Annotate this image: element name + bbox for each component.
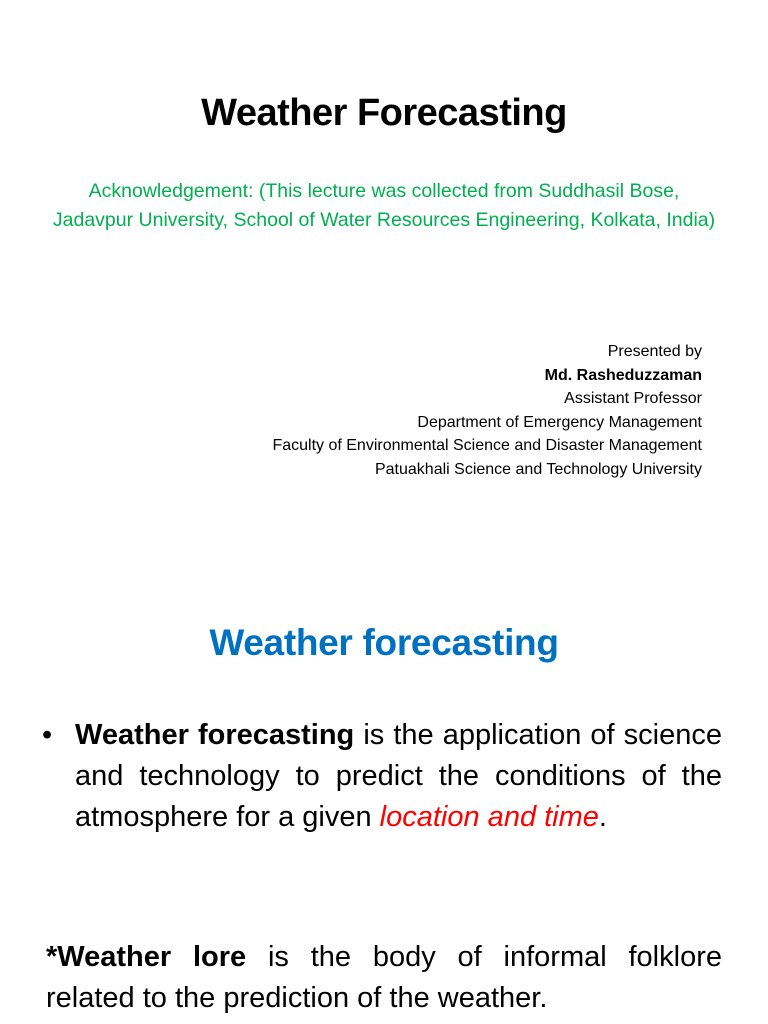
presenter-university: Patuakhali Science and Technology University — [374, 460, 702, 478]
acknowledgement — [0, 177, 768, 235]
bullet-paragraph — [75, 715, 722, 838]
presenter-label: Presented by — [607, 343, 702, 360]
lore-term: *Weather lore — [46, 941, 247, 973]
presenter-faculty: Faculty of Environmental Science and Disaster Management — [272, 437, 702, 454]
bullet-marker: • — [42, 719, 53, 751]
presenter-position: Assistant Professor — [564, 390, 702, 407]
acknowledgement-line-2: Jadavpur University, School of Water Resources Engineering, Kolkata, India) — [52, 209, 716, 231]
acknowledgement-line-1: Acknowledgement: (This lecture was collected from Suddhasil Bose, — [88, 180, 680, 202]
bullet-end: . — [598, 801, 607, 833]
bullet-text: is the application of science and technology to predict the conditions of the atmosphere for a given — [75, 719, 722, 833]
content-slide — [0, 560, 768, 1024]
bullet-term: Weather forecasting — [75, 719, 355, 751]
presenter-name: Md. Rasheduzzaman — [544, 366, 702, 384]
bullet-highlight: location and time — [379, 801, 599, 833]
slide-heading: Weather forecasting — [209, 622, 559, 663]
presenter-block — [142, 340, 702, 481]
lore-text: is the body of informal folklore related to the prediction of the weather. — [46, 941, 722, 1014]
lore-paragraph — [46, 937, 722, 1019]
slide-title: Weather Forecasting — [201, 92, 567, 134]
definition-bullet — [42, 715, 722, 838]
presenter-department: Department of Emergency Management — [417, 413, 702, 431]
